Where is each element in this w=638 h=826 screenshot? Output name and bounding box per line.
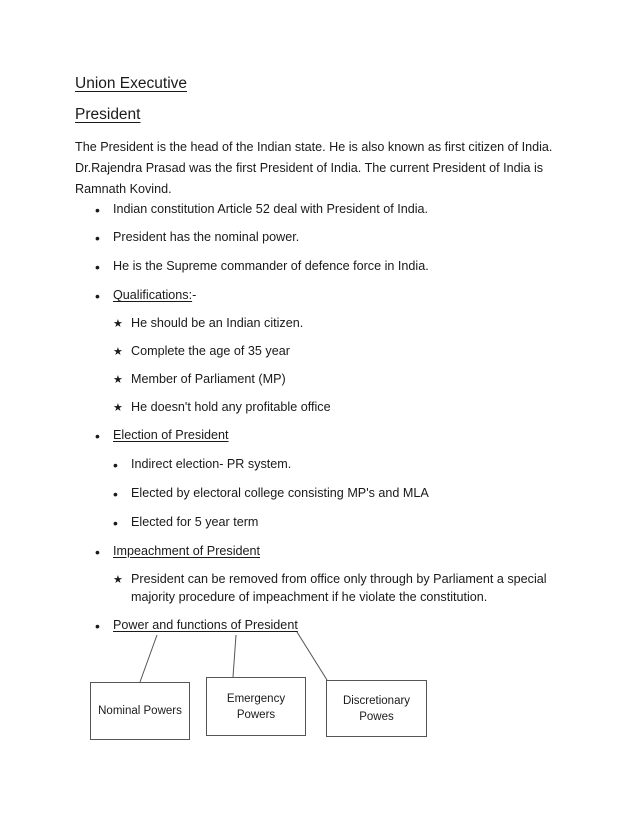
- impeachment-heading: Impeachment of President: [113, 544, 261, 558]
- emergency-powers-box: [206, 677, 306, 736]
- qualifications-title: Qualifications:: [113, 288, 193, 302]
- list-item: Indian constitution Article 52 deal with President of India.: [113, 202, 429, 216]
- list-item: Member of Parliament (MP): [131, 372, 286, 386]
- star-icon: ★: [113, 318, 123, 330]
- bullet-icon: •: [95, 544, 100, 560]
- powers-heading: Power and functions of President: [113, 618, 298, 632]
- bullet-icon: •: [113, 486, 118, 502]
- intro-paragraph: The President is the head of the Indian state. He is also known as first citizen of India. Dr.Rajendra Prasad was the first President of India. The current President of India is Ramnath Kovind.: [75, 140, 553, 196]
- bullet-icon: •: [95, 288, 100, 304]
- list-item: He should be an Indian citizen.: [131, 316, 304, 330]
- qualifications-suffix: -: [192, 288, 197, 302]
- connector-line: [233, 635, 236, 677]
- discretionary-powers-box: [326, 680, 427, 737]
- bullet-icon: •: [95, 230, 100, 246]
- connector-line: [140, 635, 157, 682]
- box-label: Discretionary Powes: [342, 694, 411, 723]
- page-title: Union Executive: [75, 75, 188, 92]
- list-item: He is the Supreme commander of defence force in India.: [113, 259, 429, 273]
- list-item: President has the nominal power.: [113, 230, 300, 244]
- section-title: President: [75, 106, 141, 123]
- box-label: Emergency Powers: [226, 692, 286, 721]
- connector-line: [297, 632, 327, 680]
- bullet-icon: •: [95, 428, 100, 444]
- star-icon: ★: [113, 574, 123, 586]
- bullet-icon: •: [113, 457, 118, 473]
- list-item: Elected for 5 year term: [131, 515, 259, 529]
- star-icon: ★: [113, 402, 123, 414]
- list-item: Indirect election- PR system.: [131, 457, 292, 471]
- nominal-powers-box: [90, 682, 190, 740]
- bullet-icon: •: [95, 618, 100, 634]
- box-label: Nominal Powers: [98, 705, 182, 717]
- list-item: President can be removed from office only through by Parliament a special majority procedure of impeachment if he violate the constitution.: [131, 572, 547, 604]
- list-item: Complete the age of 35 year: [131, 344, 290, 358]
- star-icon: ★: [113, 346, 123, 358]
- list-item: Elected by electoral college consisting MP's and MLA: [131, 486, 429, 500]
- bullet-icon: •: [95, 259, 100, 275]
- star-icon: ★: [113, 374, 123, 386]
- bullet-icon: •: [95, 202, 100, 218]
- list-item: He doesn't hold any profitable office: [131, 400, 331, 414]
- election-heading: Election of President: [113, 428, 229, 442]
- bullet-icon: •: [113, 515, 118, 531]
